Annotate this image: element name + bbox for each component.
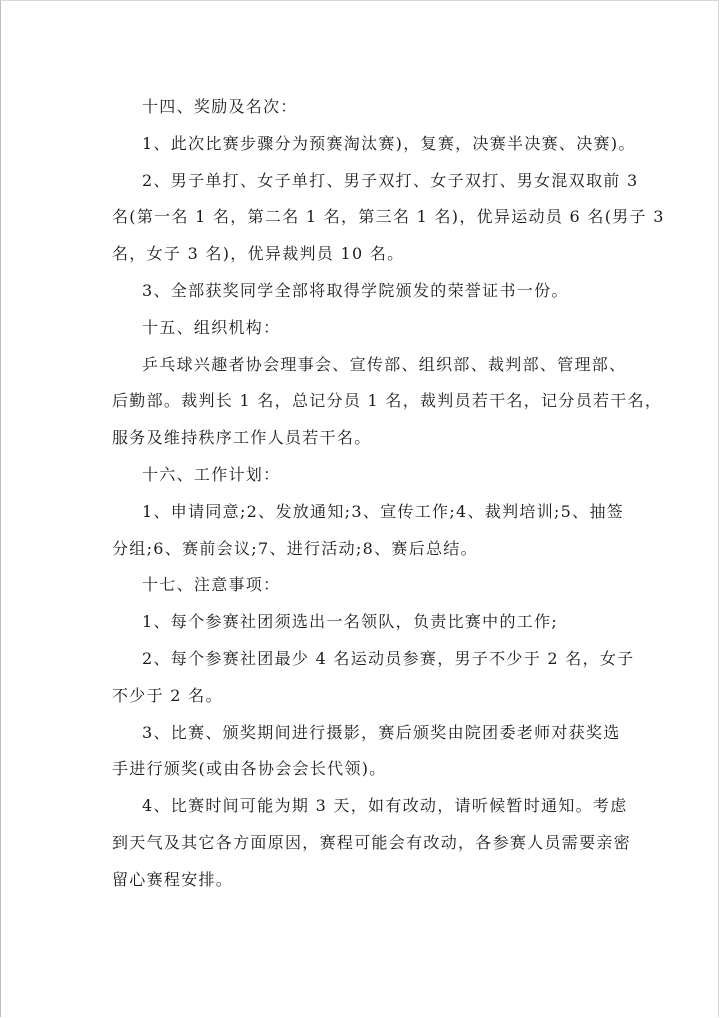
- paragraph-line: 2、每个参赛社团最少 4 名运动员参赛，男子不少于 2 名，女子: [142, 648, 635, 668]
- paragraph-line: 名(第一名 1 名，第二名 1 名，第三名 1 名)，优异运动员 6 名(男子 3: [112, 207, 665, 227]
- paragraph-line: 1、申请同意;2、发放通知;3、宣传工作;4、裁判培训;5、抽签: [142, 501, 625, 521]
- document-body: [112, 89, 665, 899]
- paragraph-line: 手进行颁奖(或由各协会会长代领)。: [112, 759, 387, 779]
- paragraph-line: 不少于 2 名。: [112, 685, 223, 705]
- paragraph-line: 1、每个参赛社团须选出一名领队，负责比赛中的工作;: [142, 612, 559, 632]
- paragraph-line: 留心赛程安排。: [112, 869, 234, 889]
- paragraph-line: 后勤部。裁判长 1 名，总记分员 1 名，裁判员若干名，记分员若干名，: [112, 391, 663, 411]
- paragraph-line: 乒乓球兴趣者协会理事会、宣传部、组织部、裁判部、管理部、: [142, 354, 627, 374]
- section-heading-work-plan: 十六、工作计划：: [142, 464, 281, 484]
- section-heading-notes: 十七、注意事项：: [142, 575, 281, 595]
- section-heading-awards: 十四、奖励及名次：: [142, 97, 298, 116]
- paragraph-line: 3、全部获奖同学全部将取得学院颁发的荣誉证书一份。: [142, 280, 569, 300]
- paragraph-line: 2、男子单打、女子单打、男子双打、女子双打、男女混双取前 3: [142, 170, 639, 190]
- paragraph-line: 到天气及其它各方面原因，赛程可能会有改动，各参赛人员需要亲密: [112, 832, 632, 852]
- paragraph-line: 名，女子 3 名)，优异裁判员 10 名。: [112, 244, 405, 264]
- paragraph-line: 服务及维持秩序工作人员若干名。: [112, 428, 372, 448]
- paragraph-line: 3、比赛、颁奖期间进行摄影，赛后颁奖由院团委老师对获奖选: [142, 722, 621, 742]
- section-heading-organization: 十五、组织机构：: [142, 317, 281, 337]
- paragraph-line: 分组;6、赛前会议;7、进行活动;8、赛后总结。: [112, 538, 478, 558]
- paragraph-line: 1、此次比赛步骤分为预赛淘汰赛)，复赛，决赛半决赛、决赛)。: [142, 133, 636, 153]
- paragraph-line: 4、比赛时间可能为期 3 天，如有改动，请听候暂时通知。考虑: [142, 796, 628, 816]
